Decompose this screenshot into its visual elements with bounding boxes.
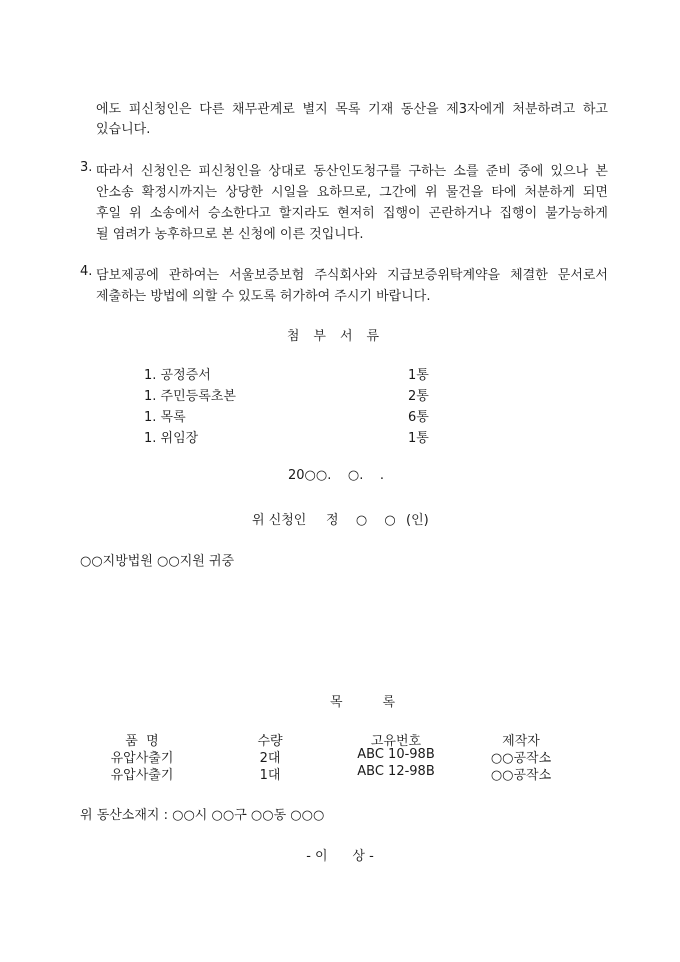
- attachment-count-1: 1통: [408, 368, 429, 383]
- property-location: 위 동산소재지 : ○○시 ○○구 ○○동 ○○○: [80, 808, 325, 823]
- attachment-label-3: 1. 목록: [144, 410, 186, 425]
- paragraph-4-line-2: 제출하는 방법에 의할 수 있도록 허가하여 주시기 바랍니다.: [96, 289, 431, 304]
- inventory-header-maker: 제작자: [502, 734, 540, 749]
- paragraph-3-line-1: 따라서 신청인은 피신청인을 상대로 동산인도청구를 구하는 소를 준비 중에 있으나 본: [96, 164, 608, 179]
- attachment-label-4: 1. 위임장: [144, 431, 199, 446]
- paragraph-3-line-3: 후일 위 소송에서 승소한다고 할지라도 현저히 집행이 곤란하거나 집행이 불가능하게: [96, 206, 608, 221]
- end-marker: - 이 상 -: [306, 849, 374, 864]
- document-date: 20○○. ○. .: [288, 468, 385, 483]
- inventory-header-qty: 수량: [257, 734, 283, 749]
- paragraph-3-number: 3.: [80, 160, 93, 175]
- applicant-label: 위 신청인: [252, 513, 307, 528]
- inventory-row-2-maker: ○○공작소: [490, 768, 552, 783]
- inventory-row-1-serial: ABC 10-98B: [357, 747, 435, 762]
- paragraph-4-number: 4.: [80, 264, 93, 279]
- attachment-count-2: 2통: [408, 389, 429, 404]
- inventory-row-1-qty: 2대: [259, 751, 281, 766]
- paragraph-3-line-4: 될 염려가 농후하므로 본 신청에 이른 것입니다.: [96, 227, 364, 242]
- inventory-row-2-qty: 1대: [259, 768, 281, 783]
- inventory-title: 목록: [330, 695, 436, 710]
- inventory-row-2-serial: ABC 12-98B: [357, 764, 435, 779]
- inventory-header-name: 품 명: [125, 734, 159, 749]
- paragraph-2-line-2: 있습니다.: [96, 122, 151, 137]
- inventory-row-2-name: 유압사출기: [110, 768, 174, 783]
- applicant-name: 정 ○ ○: [326, 513, 399, 528]
- inventory-header-serial: 고유번호: [370, 734, 422, 749]
- attachment-count-3: 6통: [408, 410, 429, 425]
- court-addressee: ○○지방법원 ○○지원 귀중: [80, 554, 235, 569]
- paragraph-2-line-1: 에도 피신청인은 다른 채무관계로 별지 목록 기재 동산을 제3자에게 처분하려고 하고: [96, 102, 608, 117]
- inventory-row-1-name: 유압사출기: [110, 751, 174, 766]
- paragraph-4-line-1: 담보제공에 관하여는 서울보증보험 주식회사와 지급보증위탁계약을 체결한 문서로서: [96, 268, 608, 283]
- attachments-title: 첨부서류: [286, 329, 394, 344]
- attachment-count-4: 1통: [408, 431, 429, 446]
- paragraph-3-line-2: 안소송 확정시까지는 상당한 시일을 요하므로, 그간에 위 물건을 타에 처분하게 되면: [96, 185, 608, 200]
- attachment-label-1: 1. 공정증서: [144, 368, 211, 383]
- attachment-label-2: 1. 주민등록초본: [144, 389, 236, 404]
- inventory-row-1-maker: ○○공작소: [490, 751, 552, 766]
- applicant-seal: (인): [406, 513, 429, 528]
